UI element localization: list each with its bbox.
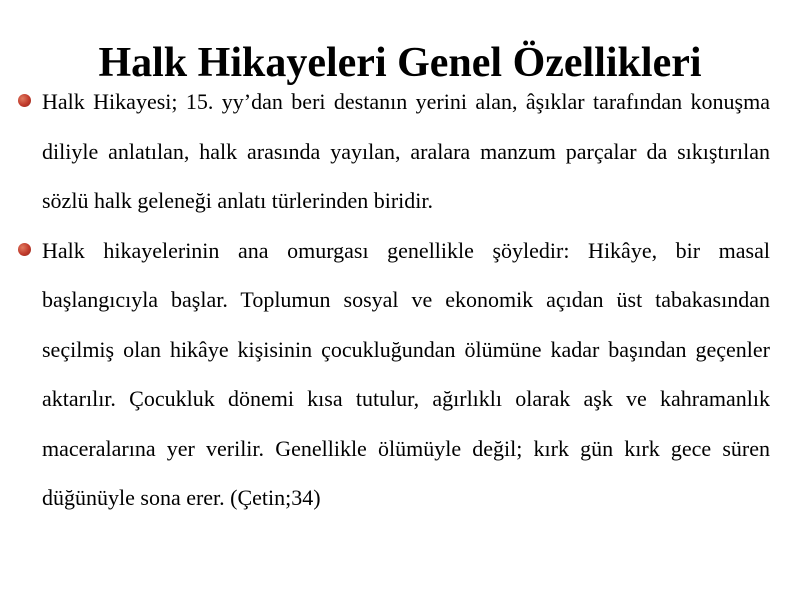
bullet-dot-icon xyxy=(18,94,31,107)
bullet-dot-icon xyxy=(18,243,31,256)
bullet-item xyxy=(42,226,770,523)
slide-title: Halk Hikayeleri Genel Özellikleri xyxy=(98,40,702,86)
bullet-list xyxy=(42,77,770,523)
bullet-text: Halk hikayelerinin ana omurgası genellikle şöyledir: Hikâye, bir masal başlangıcıyla başlar. Toplumun sosyal ve ekonomik açıdan üst tabakasından seçilmiş olan hikâye kişisinin çocukluğundan ölümüne kadar başından geçenler aktarılır. Çocukluk dönemi kısa tutulur, ağırlıklı olarak aşk ve kahramanlık maceralarına yer verilir. Genellikle ölümüyle değil; kırk gün kırk gece süren düğünüyle sona erer. (Çetin;34) xyxy=(42,237,770,510)
bullet-text: Halk Hikayesi; 15. yy’dan beri destanın yerini alan, âşıklar tarafından konuşma diliyle anlatılan, halk arasında yayılan, aralara manzum parçalar da sıkıştırılan sözlü halk geleneği anlatı türlerinden biridir. xyxy=(42,89,770,213)
bullet-item xyxy=(42,77,770,226)
